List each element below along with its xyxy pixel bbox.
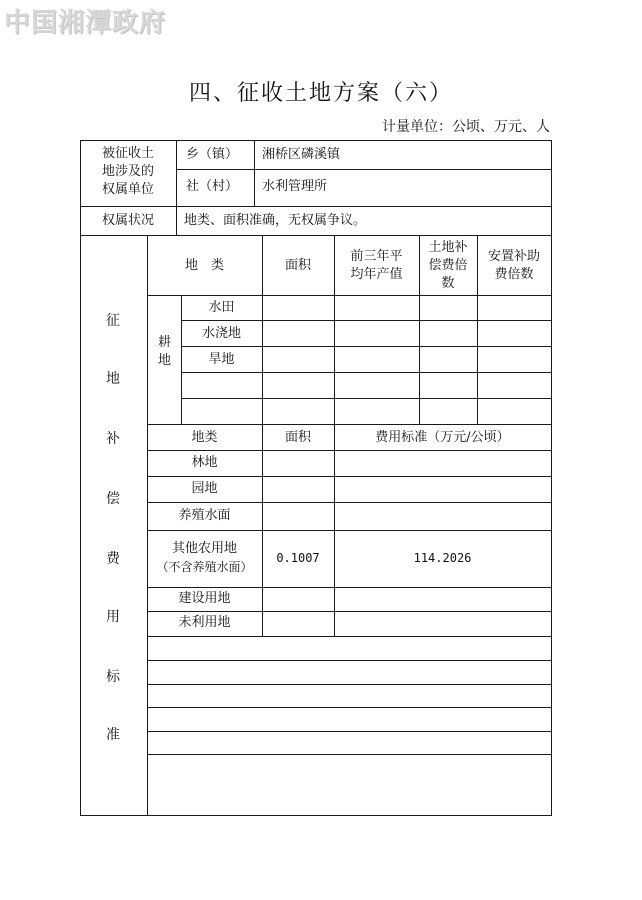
header-land-type: 地 类 (184, 258, 224, 273)
cultivated-group-char: 耕 (158, 335, 172, 350)
other-row-label: 其他农用地 (171, 541, 237, 556)
side-label-char: 费 (106, 551, 120, 567)
row-divider (147, 295, 552, 296)
side-label-char: 征 (106, 313, 120, 329)
village-label: 社（村） (186, 179, 239, 194)
other-row-label: 园地 (191, 481, 218, 496)
row-divider (147, 450, 552, 451)
header-resettle-multiple: 费倍数 (494, 267, 534, 282)
side-label-char: 补 (106, 431, 120, 447)
header-standard: 费用标准（万元/公顷） (375, 430, 510, 445)
header-resettle-multiple: 安置补助 (487, 249, 540, 264)
ownership-status-value: 地类、面积准确，无权属争议。 (184, 213, 367, 228)
header-comp-multiple: 数 (441, 276, 455, 291)
column-divider (147, 235, 148, 815)
row-divider (147, 731, 552, 732)
table-border (80, 815, 552, 816)
other-row-label: 林地 (191, 455, 218, 470)
row-divider (181, 372, 552, 373)
row-divider (147, 754, 552, 755)
row-divider (147, 660, 552, 661)
side-label-char: 地 (106, 371, 120, 387)
other-row-label: 建设用地 (178, 591, 231, 606)
ownership-status-label: 权属状况 (101, 213, 154, 228)
header-avg-output: 均年产值 (350, 267, 403, 282)
row-divider (147, 636, 552, 637)
other-row-label: （不含养殖水面） (156, 560, 253, 574)
column-divider (176, 140, 177, 235)
row-divider (147, 684, 552, 685)
row-divider (147, 530, 552, 531)
row-divider (147, 587, 552, 588)
row-divider (147, 502, 552, 503)
side-label-char: 偿 (106, 491, 120, 507)
side-label-char: 用 (106, 609, 120, 625)
header-area: 面积 (284, 258, 311, 273)
town-value: 湘桥区磷溪镇 (262, 147, 341, 162)
row-divider (181, 398, 552, 399)
other-row-label: 未利用地 (178, 615, 231, 630)
header-comp-multiple: 土地补 (428, 240, 468, 255)
table-border (80, 140, 81, 816)
cultivated-row-label: 水浇地 (201, 326, 241, 341)
cultivated-row-label: 水田 (208, 300, 235, 315)
header-avg-output: 前三年平 (350, 249, 403, 264)
row-divider (147, 707, 552, 708)
row-divider (181, 320, 552, 321)
cultivated-row-label: 旱地 (208, 352, 235, 367)
side-label-char: 准 (106, 727, 120, 743)
column-divider (254, 140, 255, 206)
row-divider (147, 424, 552, 425)
row-divider (80, 235, 552, 236)
owner-label-line: 权属单位 (101, 182, 154, 197)
town-label: 乡（镇） (186, 147, 239, 162)
header-comp-multiple: 偿费倍 (428, 258, 468, 273)
watermark-logo: 中国湘潭政府 (4, 8, 167, 38)
village-value: 水利管理所 (262, 179, 328, 194)
document-title: 四、征收土地方案（六） (188, 81, 453, 106)
other-row-standard: 114.2026 (413, 551, 472, 565)
side-label-char: 标 (106, 669, 120, 685)
owner-label-line: 被征收土 (101, 146, 154, 161)
other-row-area: 0.1007 (276, 551, 320, 565)
table-border (551, 140, 552, 816)
cultivated-group-char: 地 (158, 353, 172, 368)
owner-label-line: 地涉及的 (101, 164, 154, 179)
row-divider (176, 169, 552, 170)
header-land-type: 地类 (191, 430, 218, 445)
other-row-label: 养殖水面 (178, 508, 231, 523)
row-divider (80, 206, 552, 207)
table-border (80, 140, 552, 141)
measurement-unit: 计量单位：公顷、万元、人 (382, 119, 550, 135)
row-divider (181, 346, 552, 347)
row-divider (147, 611, 552, 612)
header-area: 面积 (284, 430, 311, 445)
row-divider (147, 476, 552, 477)
